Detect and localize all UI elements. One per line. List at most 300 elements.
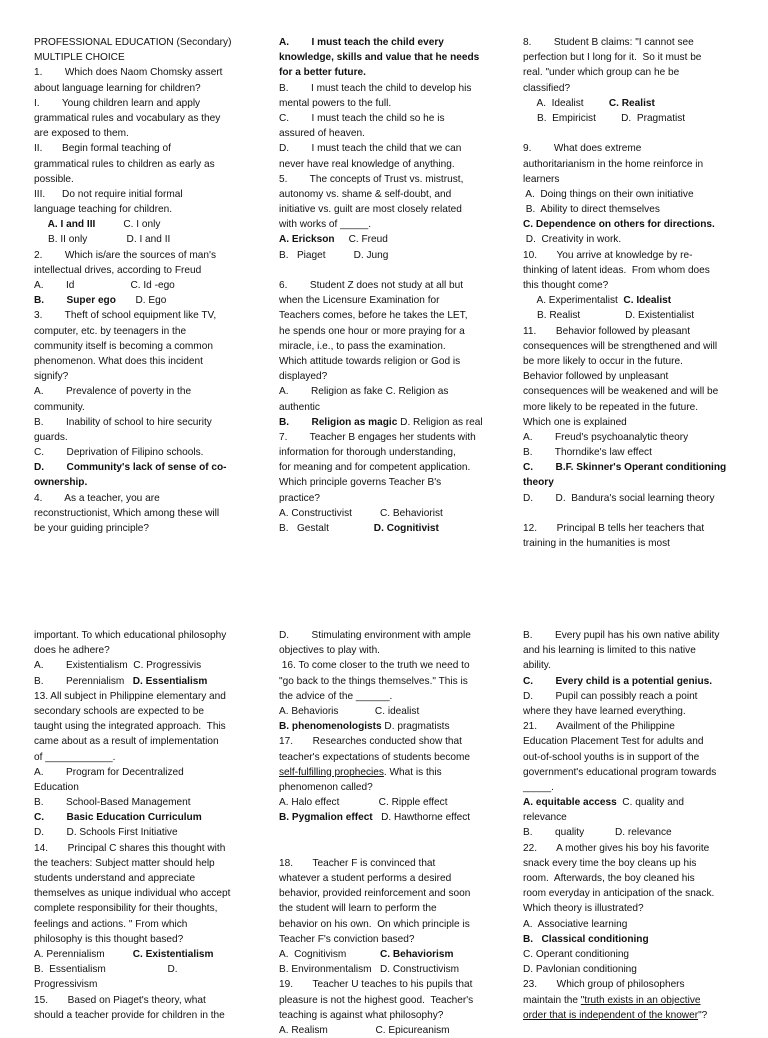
text-segment: B. Every pupil has his own native ability <box>523 630 720 641</box>
text-segment: D. Community's lack of sense of co- <box>34 462 227 474</box>
text-line <box>523 795 738 810</box>
text-line <box>34 415 249 430</box>
text-segment: B. Perennialism <box>34 675 133 687</box>
text-segment: thinking of latent ideas. From whom does <box>523 264 710 276</box>
text-line <box>34 278 249 293</box>
text-segment: mental powers to the full. <box>279 97 392 109</box>
text-segment: 3. Theft of school equipment like TV, <box>34 310 217 322</box>
text-line <box>279 993 494 1008</box>
text-segment: Progressivism <box>34 979 98 991</box>
text-segment: A. Religion as fake C. Religion as <box>279 386 449 398</box>
text-segment: A. equitable access <box>523 797 617 809</box>
text-line <box>279 445 494 460</box>
text-segment: C. Existentialism <box>132 948 214 960</box>
text-segment: more likely to be repeated in the future. <box>523 401 699 413</box>
text-line <box>523 658 738 673</box>
text-line <box>279 825 494 840</box>
text-segment: A. I and III <box>34 219 96 231</box>
text-line <box>279 1008 494 1023</box>
text-segment: D. Cognitivist <box>373 523 439 534</box>
text-segment: grammatical rules and vocabulary as they <box>34 112 221 124</box>
text-segment: A. Halo effect C. Ripple effect <box>279 797 448 809</box>
text-segment: C. I only <box>95 219 161 231</box>
text-line <box>523 932 738 947</box>
text-segment: authoritarianism in the home reinforce in <box>523 158 704 170</box>
text-line <box>523 536 738 551</box>
text-segment: D. Religion as real <box>397 416 483 428</box>
text-segment: theory <box>523 477 554 489</box>
bottom-middle-column <box>279 628 494 1038</box>
text-line <box>34 993 249 1008</box>
text-segment: 19. Teacher U teaches to his pupils that <box>279 979 473 991</box>
text-segment: . What is this <box>383 766 442 778</box>
text-line <box>279 962 494 977</box>
text-line <box>34 475 249 490</box>
text-line <box>279 765 494 780</box>
text-line <box>523 643 738 658</box>
text-line <box>523 475 738 490</box>
text-segment: A. Erickson <box>279 234 335 246</box>
text-line <box>34 750 249 765</box>
text-line <box>523 810 738 825</box>
text-segment: PROFESSIONAL EDUCATION (Secondary) <box>34 37 232 48</box>
text-segment: teacher's expectations of students become <box>279 751 471 763</box>
text-line <box>523 400 738 415</box>
text-segment: C. Dependence on others for directions. <box>523 219 715 231</box>
text-segment: behavior, provided reinforcement and soon <box>279 888 471 900</box>
text-line <box>279 506 494 521</box>
text-segment: he spends one hour or more praying for a <box>279 325 465 337</box>
text-line <box>523 369 738 384</box>
text-line <box>523 35 738 50</box>
text-segment: maintain the <box>523 994 581 1006</box>
text-line <box>523 628 738 643</box>
text-line <box>279 111 494 126</box>
text-line <box>279 521 494 536</box>
text-line <box>34 263 249 278</box>
text-segment: A. Freud's psychoanalytic theory <box>523 431 689 443</box>
text-line <box>279 369 494 384</box>
text-segment: about language learning for children? <box>34 82 201 94</box>
text-line <box>34 506 249 521</box>
text-line <box>523 293 738 308</box>
text-segment: B. Empiricist D. Pragmatist <box>523 112 686 124</box>
text-segment: III. Do not require initial formal <box>34 188 183 200</box>
text-line <box>34 628 249 643</box>
text-segment: 14. Principal C shares this thought with <box>34 842 226 854</box>
text-segment: guards. <box>34 431 68 443</box>
text-segment: feelings and actions. " From which <box>34 918 188 930</box>
text-segment: B. II only D. I and II <box>34 234 171 246</box>
text-segment: phenomenon called? <box>279 781 373 793</box>
text-segment: A. Idealist <box>523 97 609 109</box>
text-line <box>523 308 738 323</box>
text-segment: classified? <box>523 82 571 94</box>
text-segment: room. Afterwards, the boy cleaned his <box>523 873 695 884</box>
text-segment: 6. Student Z does not study at all but <box>279 280 464 291</box>
text-segment: B. Ability to direct themselves <box>523 204 660 216</box>
text-segment: ownership. <box>34 477 88 489</box>
text-segment: for meaning and for competent application. <box>279 462 471 474</box>
text-segment: Teachers comes, before he takes the LET, <box>279 310 468 322</box>
text-segment: B. I must teach the child to develop his <box>279 82 472 94</box>
text-line <box>523 689 738 704</box>
text-line <box>34 704 249 719</box>
text-line <box>523 384 738 399</box>
text-segment: _____. <box>523 781 554 793</box>
text-segment: this thought come? <box>523 280 609 291</box>
text-segment: phenomenon. What does this incident <box>34 355 203 367</box>
text-segment: for a better future. <box>279 67 366 79</box>
text-line <box>279 263 494 278</box>
text-segment: 18. Teacher F is convinced that <box>279 857 436 869</box>
text-line <box>34 308 249 323</box>
text-line <box>34 141 249 156</box>
text-line <box>279 202 494 217</box>
text-line <box>279 354 494 369</box>
text-segment: are exposed to them. <box>34 128 129 140</box>
text-line <box>523 825 738 840</box>
bottom-left-column <box>34 628 249 1023</box>
text-line <box>523 917 738 932</box>
text-line <box>34 248 249 263</box>
text-line <box>34 202 249 217</box>
text-line <box>523 248 738 263</box>
text-segment: the advice of the ______. <box>279 690 393 702</box>
text-segment: whatever a student performs a desired <box>279 873 452 884</box>
text-line <box>34 886 249 901</box>
text-line <box>523 202 738 217</box>
text-segment: 4. As a teacher, you are <box>34 492 160 504</box>
text-line <box>34 841 249 856</box>
text-segment: be more likely to occur in the future. <box>523 355 683 367</box>
text-line <box>279 810 494 825</box>
text-line <box>34 871 249 886</box>
text-segment: 7. Teacher B engages her students with <box>279 431 476 443</box>
text-line <box>523 506 738 521</box>
text-segment: A. Behavioris C. idealist <box>279 705 420 717</box>
text-segment: B. Piaget D. Jung <box>279 249 389 261</box>
text-line <box>34 400 249 415</box>
text-segment: self-fulfilling prophecies <box>279 766 384 778</box>
text-line <box>523 217 738 232</box>
text-segment: B. quality D. relevance <box>523 827 672 839</box>
text-line <box>34 324 249 339</box>
text-segment: Which principle governs Teacher B's <box>279 477 442 489</box>
text-segment: where they have learned everything. <box>523 705 686 717</box>
text-line <box>523 780 738 795</box>
text-segment: with works of _____. <box>279 219 372 231</box>
text-segment: Teacher F's conviction based? <box>279 933 415 945</box>
text-line <box>279 172 494 187</box>
text-line <box>34 354 249 369</box>
text-segment: MULTIPLE CHOICE <box>34 52 125 64</box>
top-middle-column <box>279 35 494 536</box>
text-line <box>279 460 494 475</box>
text-segment: B. Realist D. Existentialist <box>523 310 695 322</box>
text-segment: C. Idealist <box>623 295 672 307</box>
text-segment: D. Pavlonian conditioning <box>523 964 637 976</box>
text-segment: A. Doing things on their own initiative <box>523 188 694 200</box>
text-line <box>34 689 249 704</box>
text-line <box>34 734 249 749</box>
text-segment: "truth exists in an objective <box>580 994 701 1006</box>
text-line <box>34 1008 249 1023</box>
text-line <box>279 324 494 339</box>
text-line <box>34 35 249 50</box>
text-segment: B. Essentialism D. <box>34 964 178 976</box>
text-segment: Education Placement Test for adults and <box>523 736 704 748</box>
text-segment: C. Realist <box>608 97 655 109</box>
text-segment: C. Deprivation of Filipino schools. <box>34 447 204 459</box>
text-line <box>34 917 249 932</box>
text-segment: assured of heaven. <box>279 128 365 140</box>
text-segment: real. "under which group can he be <box>523 67 680 79</box>
text-segment: D. Essentialism <box>132 675 208 687</box>
text-segment: philosophy is this thought based? <box>34 933 184 945</box>
text-line <box>523 856 738 871</box>
text-segment: B. Super ego <box>34 295 116 307</box>
text-line <box>279 901 494 916</box>
text-segment: A. Program for Decentralized <box>34 766 184 778</box>
text-line <box>279 491 494 506</box>
text-line <box>279 674 494 689</box>
text-segment: Which theory is illustrated? <box>523 903 644 915</box>
text-line <box>279 947 494 962</box>
text-line <box>34 521 249 536</box>
text-segment: secondary schools are expected to be <box>34 705 205 717</box>
text-segment: A. I must teach the child every <box>279 37 444 48</box>
text-line <box>523 947 738 962</box>
text-line <box>523 324 738 339</box>
text-segment: possible. <box>34 173 74 185</box>
text-line <box>523 1008 738 1023</box>
text-segment: computer, etc. by teenagers in the <box>34 325 187 337</box>
text-segment: C. Every child is a potential genius. <box>523 675 713 687</box>
text-segment: "go back to the things themselves." This is <box>279 675 468 687</box>
top-right-column <box>523 35 738 551</box>
text-segment: B. Thorndike's law effect <box>523 447 652 459</box>
text-segment: D. Stimulating environment with ample <box>279 630 471 641</box>
text-segment: never have real knowledge of anything. <box>279 158 455 170</box>
text-line <box>523 719 738 734</box>
text-line <box>523 491 738 506</box>
text-line <box>34 293 249 308</box>
text-line <box>279 795 494 810</box>
text-segment: knowledge, skills and value that he needs <box>279 52 480 64</box>
text-line <box>279 65 494 80</box>
text-segment: A. Id C. Id -ego <box>34 280 175 291</box>
text-line <box>523 704 738 719</box>
text-segment: Which one is explained <box>523 416 627 428</box>
text-segment: complete responsibility for their thoughts, <box>34 903 218 915</box>
text-line <box>523 278 738 293</box>
text-line <box>523 886 738 901</box>
text-line <box>34 765 249 780</box>
text-line <box>523 157 738 172</box>
text-segment: 5. The concepts of Trust vs. mistrust, <box>279 173 464 185</box>
text-line <box>34 932 249 947</box>
text-line <box>523 460 738 475</box>
text-segment: learners <box>523 173 560 185</box>
text-line <box>523 521 738 536</box>
text-segment: consequences will be weakened and will be <box>523 386 719 398</box>
text-segment: C. quality and <box>616 797 685 809</box>
text-line <box>279 293 494 308</box>
text-line <box>523 232 738 247</box>
text-line <box>523 841 738 856</box>
text-line <box>34 856 249 871</box>
text-segment: II. Begin formal teaching of <box>34 143 171 155</box>
text-line <box>279 932 494 947</box>
text-line <box>34 445 249 460</box>
text-line <box>523 141 738 156</box>
text-line <box>279 232 494 247</box>
text-segment: 9. What does extreme <box>523 143 642 155</box>
text-line <box>34 430 249 445</box>
text-line <box>279 430 494 445</box>
text-segment: objectives to play with. <box>279 645 380 657</box>
text-line <box>279 278 494 293</box>
text-segment: A. Existentialism C. Progressivis <box>34 660 202 672</box>
text-segment: snack every time the boy cleans up his <box>523 857 697 869</box>
text-line <box>34 674 249 689</box>
text-segment: reconstructionist, Which among these will <box>34 507 220 519</box>
text-line <box>279 126 494 141</box>
text-line <box>34 643 249 658</box>
text-segment: "? <box>698 1009 708 1021</box>
text-segment: should a teacher provide for children in the <box>34 1009 225 1021</box>
text-segment: D. pragmatists <box>381 721 450 733</box>
text-segment: A. Realism C. Epicureanism <box>279 1024 450 1036</box>
text-line <box>34 126 249 141</box>
text-line <box>279 734 494 749</box>
text-segment: D. D. Schools First Initiative <box>34 827 178 839</box>
text-line <box>279 141 494 156</box>
text-line <box>34 339 249 354</box>
text-segment: intellectual drives, according to Freud <box>34 264 202 276</box>
text-segment: teaching is against what philosophy? <box>279 1009 444 1021</box>
text-segment: B. phenomenologists <box>279 721 382 733</box>
text-line <box>523 339 738 354</box>
text-segment: when the Licensure Examination for <box>279 295 440 307</box>
text-segment: 13. All subject in Philippine elementary and <box>34 690 226 702</box>
text-segment: community. <box>34 401 85 413</box>
text-line <box>279 415 494 430</box>
text-line <box>279 81 494 96</box>
text-line <box>279 475 494 490</box>
text-segment: C. Basic Education Curriculum <box>34 812 202 824</box>
text-segment: authentic <box>279 401 320 413</box>
text-line <box>523 263 738 278</box>
text-segment: A. Associative learning <box>523 918 628 930</box>
text-line <box>523 901 738 916</box>
text-segment: C. Freud <box>334 234 388 246</box>
text-line <box>279 1023 494 1038</box>
text-segment: B. Environmentalism D. Constructivism <box>279 964 460 976</box>
top-left-column <box>34 35 249 536</box>
text-segment: order that is independent of the knower <box>523 1009 699 1021</box>
text-line <box>523 750 738 765</box>
text-line <box>279 96 494 111</box>
text-line <box>279 977 494 992</box>
text-line <box>34 901 249 916</box>
text-line <box>523 977 738 992</box>
text-line <box>279 628 494 643</box>
text-segment: D. D. Bandura's social learning theory <box>523 492 715 504</box>
text-segment: ability. <box>523 660 551 672</box>
text-line <box>34 111 249 126</box>
text-line <box>523 126 738 141</box>
text-line <box>34 780 249 795</box>
text-line <box>523 172 738 187</box>
text-line <box>34 187 249 202</box>
text-line <box>279 35 494 50</box>
text-line <box>34 947 249 962</box>
text-segment: the teachers: Subject matter should help <box>34 857 215 869</box>
text-segment: information for thorough understanding, <box>279 447 456 459</box>
text-segment: Which attitude towards religion or God is <box>279 355 461 367</box>
text-line <box>523 445 738 460</box>
text-segment: and his learning is limited to this native <box>523 645 696 657</box>
text-line <box>279 871 494 886</box>
text-segment: of ____________. <box>34 751 116 763</box>
text-line <box>34 50 249 65</box>
text-line <box>523 962 738 977</box>
text-segment: pleasure is not the highest good. Teacher's <box>279 994 474 1006</box>
text-line <box>279 719 494 734</box>
text-line <box>523 734 738 749</box>
text-line <box>523 65 738 80</box>
text-segment: important. To which educational philosophy <box>34 630 227 641</box>
text-segment: D. Creativity in work. <box>523 234 622 246</box>
text-line <box>523 96 738 111</box>
text-line <box>523 765 738 780</box>
text-segment: practice? <box>279 492 320 504</box>
text-segment: A. Constructivist C. Behaviorist <box>279 507 443 519</box>
text-segment: came about as a result of implementation <box>34 736 219 748</box>
text-line <box>279 217 494 232</box>
text-segment: 8. Student B claims: "I cannot see <box>523 37 694 48</box>
text-line <box>523 354 738 369</box>
text-line <box>34 460 249 475</box>
text-segment: 23. Which group of philosophers <box>523 979 685 991</box>
text-line <box>34 172 249 187</box>
text-segment: relevance <box>523 812 567 824</box>
text-segment: themselves as unique individual who accept <box>34 888 231 900</box>
text-line <box>279 50 494 65</box>
text-segment: B. Classical conditioning <box>523 933 649 945</box>
text-segment: A. Prevalence of poverty in the <box>34 386 192 398</box>
text-segment: C. I must teach the child so he is <box>279 112 445 124</box>
text-line <box>279 187 494 202</box>
text-line <box>34 96 249 111</box>
text-line <box>523 111 738 126</box>
text-segment: B. School-Based Management <box>34 797 191 809</box>
text-segment: language teaching for children. <box>34 204 173 216</box>
text-line <box>279 308 494 323</box>
text-line <box>34 719 249 734</box>
text-segment: perfection but I long for it. So it must be <box>523 52 702 64</box>
text-line <box>523 993 738 1008</box>
text-segment: D. Ego <box>115 295 167 307</box>
text-line <box>279 780 494 795</box>
text-segment: 17. Researches conducted show that <box>279 736 462 748</box>
text-segment: 10. You arrive at knowledge by re- <box>523 249 693 261</box>
text-segment: does he adhere? <box>34 645 110 657</box>
text-segment: B. Religion as magic <box>279 416 398 428</box>
text-line <box>34 217 249 232</box>
